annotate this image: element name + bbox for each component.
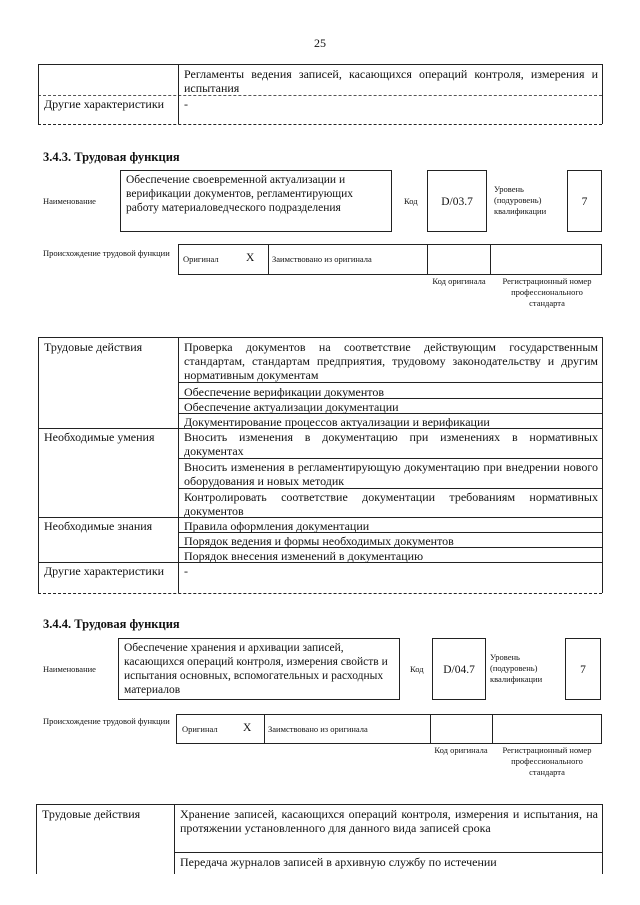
top-other-label: Другие характеристики	[44, 97, 165, 111]
actions-label-344: Трудовые действия	[42, 807, 141, 821]
origin-label-344: Происхождение трудовой функции	[43, 716, 170, 726]
orig-code-caption-343: Код оригинала	[432, 276, 486, 286]
name-value-344: Обеспечение хранения и архивации записей, касающихся операций контроля, измерения свойств и испытания основных, вспомогательных и расходных материалов	[118, 638, 400, 700]
level-label-343: Уровень (подуровень) квалификации	[494, 184, 547, 216]
name-value-343: Обеспечение своевременной актуализации и верификации документов, регламентирующих работу материаловедческого подразделения	[120, 170, 392, 232]
reg-number-caption-343: Регистрационный номер профессионального стандарта	[502, 276, 592, 308]
knowledge-label-343: Необходимые знания	[44, 519, 153, 533]
original-mark-343: X	[246, 252, 255, 264]
origin-box-343	[178, 244, 602, 275]
skill-item: Вносить изменения в документацию при изменениях в нормативных документах	[184, 430, 598, 458]
actions-label-343: Трудовые действия	[44, 340, 143, 354]
knowledge-item: Порядок внесения изменений в документацию	[184, 549, 424, 563]
level-value-344: 7	[565, 638, 601, 700]
skill-item: Вносить изменения в регламентирующую документацию при внедрении нового оборудования и новых методик	[184, 460, 598, 488]
reg-number-caption-344: Регистрационный номер профессионального стандарта	[502, 745, 592, 777]
name-label-344: Наименование	[43, 664, 96, 674]
level-value-343: 7	[567, 170, 602, 232]
other-label-343: Другие характеристики	[44, 564, 165, 578]
action-item: Обеспечение верификации документов	[184, 385, 385, 399]
name-label-343: Наименование	[43, 196, 96, 206]
skill-item: Контролировать соответствие документации требованиям нормативных документов	[184, 490, 598, 518]
origin-box-344	[176, 714, 602, 744]
code-label-344: Код	[410, 664, 424, 674]
original-label-344: Оригинал	[182, 724, 218, 734]
level-label-344: Уровень (подуровень) квалификации	[490, 652, 543, 684]
section-343-heading: 3.4.3. Трудовая функция	[43, 150, 180, 164]
orig-code-caption-344: Код оригинала	[434, 745, 488, 755]
original-label-343: Оригинал	[183, 254, 219, 264]
knowledge-item: Порядок ведения и формы необходимых документов	[184, 534, 454, 548]
action-item: Проверка документов на соответствие действующим государственным стандартам, стандартам предприятия, трудовому законодательству и другим нормативным документам	[184, 340, 598, 382]
page-number: 25	[314, 36, 326, 50]
action-item: Передача журналов записей в архивную службу по истечении	[180, 855, 497, 869]
section-344-heading: 3.4.4. Трудовая функция	[43, 617, 180, 631]
code-value-343: D/03.7	[427, 170, 487, 232]
top-table-row-text: Регламенты ведения записей, касающихся операций контроля, измерения и испытания	[184, 67, 598, 95]
code-label-343: Код	[404, 196, 418, 206]
code-value-344: D/04.7	[432, 638, 486, 700]
original-mark-344: X	[243, 722, 252, 734]
top-other-value: -	[184, 97, 188, 111]
borrowed-label-343: Заимствовано из оригинала	[272, 254, 372, 264]
action-item: Обеспечение актуализации документации	[184, 400, 399, 414]
borrowed-label-344: Заимствовано из оригинала	[268, 724, 368, 734]
other-value-343: -	[184, 564, 188, 578]
origin-label-343: Происхождение трудовой функции	[43, 248, 170, 258]
action-item: Хранение записей, касающихся операций контроля, измерения и испытания, на протяжении установленного для данного вида записей срока	[180, 807, 598, 835]
action-item: Документирование процессов актуализации и верификации	[184, 415, 490, 429]
knowledge-item: Правила оформления документации	[184, 519, 370, 533]
skills-label-343: Необходимые умения	[44, 430, 155, 444]
